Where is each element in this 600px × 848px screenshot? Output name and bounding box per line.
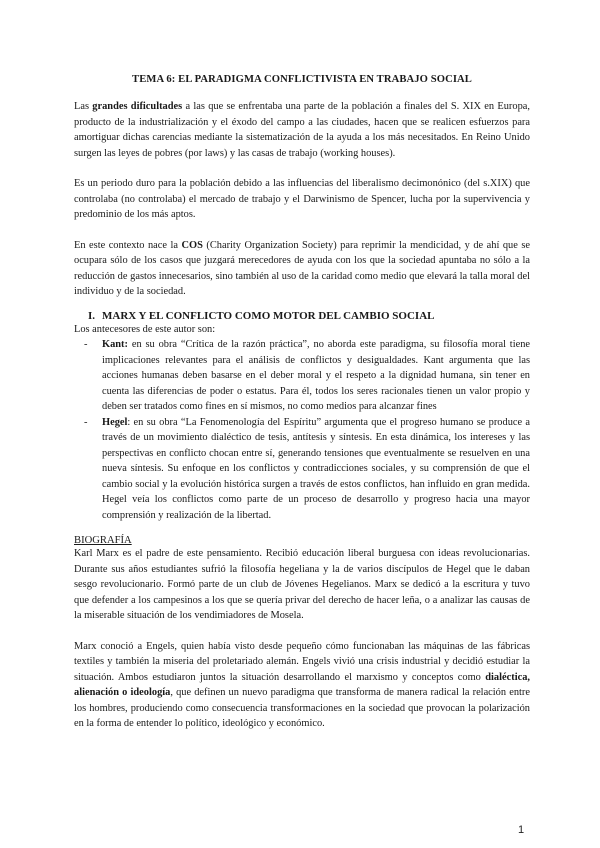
biography-text-2: [74, 639, 530, 732]
text-run: : en su obra “La Fenomenología del Espíritu” argumenta que el progreso humano se produce a través de un movimiento dialéctico de tesis, antítesis y síntesis. En esta dinámica, los intereses y las perspectivas en conflicto chocan entre sí, generando tensiones que eventualmente se resuelven en una nueva síntesis. Su enfoque en los conflictos y contradicciones sociales, y su comprensión de que el cambio social y la evolución histórica surgen a través de estos conflictos, han influido en gran medida. Hegel veía los conflictos como parte de un proceso de desarrollo y progreso hacia una mayor comprensión y realización de la libertad.: [102, 416, 530, 521]
list-item-body: [102, 337, 530, 415]
intro-text-3: [74, 238, 530, 300]
bold-term-cos: COS: [181, 239, 203, 251]
text-run: en su obra “Crítica de la razón práctica”, no aborda este paradigma, su filosofía moral tiene implicaciones relevantes para el análisis de conflictos y desigualdades. Kant argumenta que las acciones humanas deben basarse en el deber moral y el respeto a la dignidad humana, sin tener en cuenta las diferencias de poder o estatus. Para él, todos los seres racionales tienen un valor propio y deben ser tratados como fines en sí mismos, no como medios para alcanzar fines: [102, 339, 530, 412]
section-lead: Los antecesores de este autor son:: [74, 323, 216, 335]
intro-text-1: [74, 99, 530, 161]
text-run: En este contexto nace la: [74, 239, 182, 251]
text-run: Marx conoció a Engels, quien había visto desde pequeño cómo funcionaban las máquinas de las fábricas textiles y también la miseria del proletariado alemán. Engels vivió una crisis industrial y decidió estudiar la situación. Ambos estudiaron juntos la situación desarrollando el marxismo y conceptos como: [74, 640, 530, 683]
antecessors-list: [74, 337, 530, 523]
list-dash: -: [84, 416, 88, 428]
bold-term-hegel: Hegel: [102, 416, 128, 428]
document-page: [74, 74, 530, 732]
text-run: , que definen un nuevo paradigma que transforma de manera radical la relación entre los hombres, produciendo como consecuencia transformaciones en la sociedad que provocan la polarización en la forma de entender lo político, ideológico y económico.: [74, 687, 530, 729]
bold-term-grandes-dificultades: grandes dificultades: [92, 101, 183, 112]
text-run: (Charity Organization Society) para reprimir la mendicidad, y de ahí que se ocupara sólo de los casos que juzgará merecedores de ayuda con los que la sociedad apuntaba no sólo a la reducción de gastos innecesarios, sino también al uso de la caridad como medio que elevará la talla moral del individuo y de la sociedad.: [74, 239, 530, 297]
biography-text-1: [74, 546, 530, 624]
text-run: Karl Marx es el padre de este pensamiento. Recibió educación liberal burguesa con ideas revolucionarias. Durante sus años estudiantes sufrió la filosofía hegeliana y la de varios discípulos de Hegel que le daban sesgo revolucionario. Formó parte de un club de Jóvenes Hegelianos. Marx se dedicó a la escritura y tuvo que defender a los campesinos a los que se quería privar del derecho de hacer leña, o a analizar las causas de la miserable situación de los vendimiadores de Mosela.: [74, 548, 530, 621]
section-heading: [88, 310, 530, 322]
biography-paragraph-1: [74, 546, 530, 624]
section-heading-text: MARX Y EL CONFLICTO COMO MOTOR DEL CAMBIO SOCIAL: [102, 309, 435, 322]
page-title: TEMA 6: EL PARADIGMA CONFLICTIVISTA EN TRABAJO SOCIAL: [132, 74, 472, 85]
text-run: a las que se enfrentaba una parte de la población a finales del S. XIX en Europa, producto de la industrialización y el éxodo del campo a las ciudades, hacen que se realicen esfuerzos para amortiguar dichas carencias mediante la sistematización de la ayuda a los más necesitados. En Reino Unido surgen las leyes de pobres (por laws) y las casas de trabajo (working houses).: [74, 101, 530, 159]
bold-term-kant: Kant:: [102, 339, 128, 350]
list-item-kant: [74, 337, 530, 415]
biography-paragraph-2: [74, 639, 530, 732]
list-item-body: [102, 415, 530, 524]
list-dash: -: [84, 339, 88, 350]
intro-paragraph-1: [74, 99, 530, 161]
intro-paragraph-2: [74, 176, 530, 223]
text-run: Es un periodo duro para la población debido a las influencias del liberalismo decimonónico (del s.XIX) que controlaba (no controlaba) el mercado de trabajo y el Darwinismo de Spencer, lucha por la supervivencia y predominio de los más aptos.: [74, 178, 530, 220]
biography-heading: BIOGRAFÍA: [74, 535, 132, 546]
list-item-hegel: [74, 415, 530, 524]
intro-paragraph-3: [74, 238, 530, 300]
intro-text-2: [74, 176, 530, 223]
page-number: 1: [518, 824, 525, 836]
bold-term-concepts: dialéctica, alienación o ideología: [74, 671, 530, 698]
text-run: Las: [74, 101, 93, 112]
section-number: I.: [88, 309, 96, 322]
